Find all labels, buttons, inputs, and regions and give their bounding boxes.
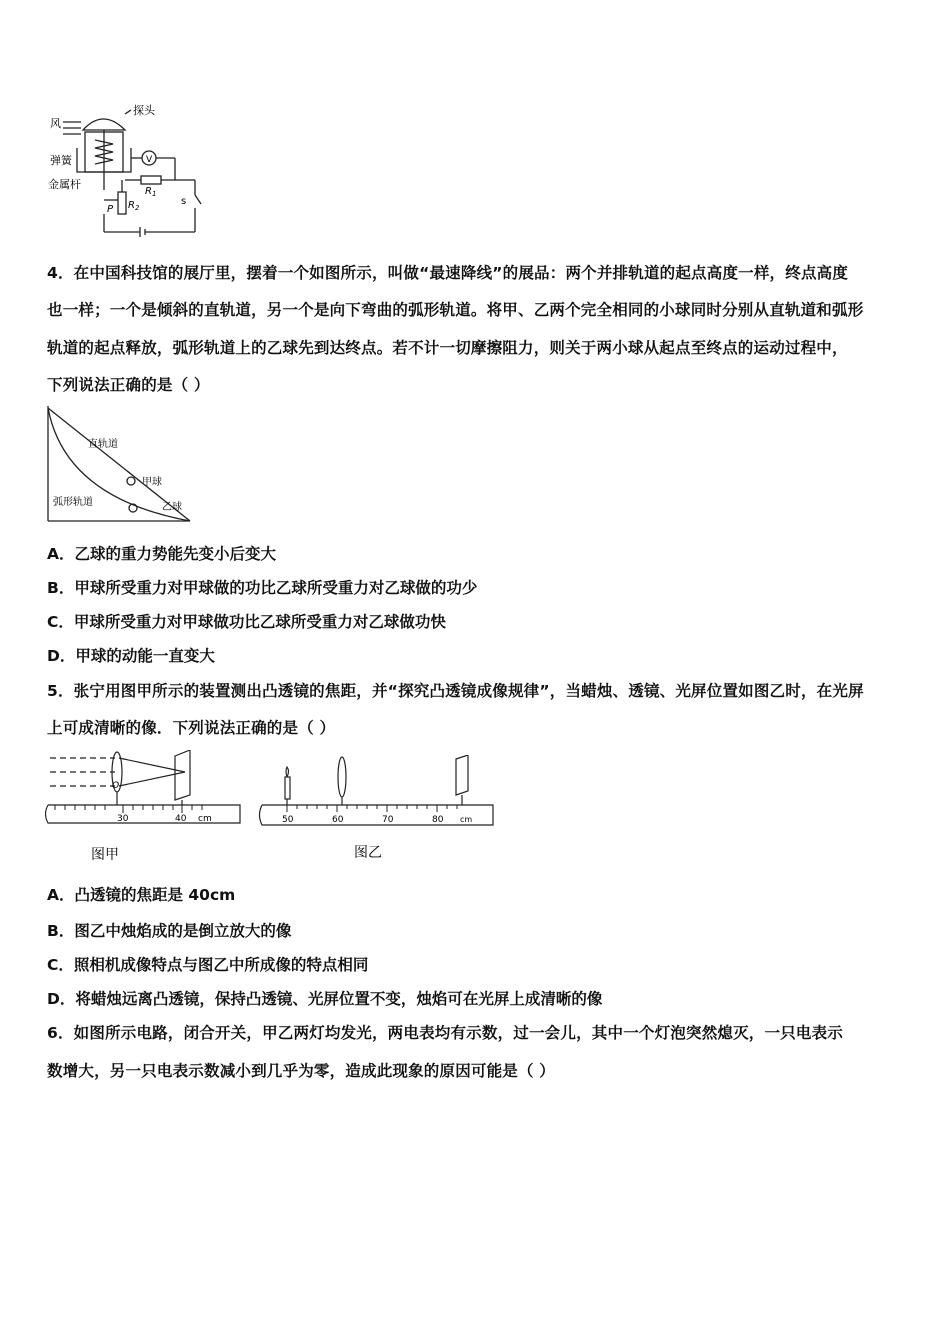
wind-meter-circuit-figure — [45, 100, 225, 245]
voltmeter-label: V — [146, 155, 153, 165]
straight-track-label: 直轨道 — [88, 439, 118, 450]
q4-option-c: C．甲球所受重力对甲球做功比乙球所受重力对乙球做功快 — [47, 613, 446, 631]
tick-40-label: 40 — [175, 814, 187, 824]
q4-line-2: 也一样；一个是倾斜的直轨道，另一个是向下弯曲的弧形轨道。将甲、乙两个完全相同的小球同时分别从直轨道和弧形 — [47, 301, 864, 319]
wind-label: 风 — [50, 117, 61, 130]
q4-option-d: D．甲球的动能一直变大 — [47, 647, 215, 665]
q5-option-b: B．图乙中烛焰成的是倒立放大的像 — [47, 922, 292, 940]
q4-option-a: A．乙球的重力势能先变小后变大 — [47, 545, 276, 563]
figure-b-caption: 图乙 — [354, 845, 382, 861]
ball-a-label: 甲球 — [142, 477, 162, 488]
brachistochrone-figure — [45, 403, 195, 525]
bench-tick-60: 60 — [332, 815, 344, 825]
switch-label: s — [181, 196, 187, 207]
p-label: P — [107, 204, 114, 215]
bench-tick-70: 70 — [382, 815, 394, 825]
figure-a-caption: 图甲 — [91, 847, 119, 863]
q5-line-1: 5．张宁用图甲所示的装置测出凸透镜的焦距，并“探究凸透镜成像规律”，当蜡烛、透镜、光屏位置如图乙时，在光屏 — [47, 682, 864, 700]
q4-line-4: 下列说法正确的是（ ） — [47, 376, 210, 394]
q5-option-c: C．照相机成像特点与图乙中所成像的特点相同 — [47, 956, 369, 974]
q4-line-3: 轨道的起点释放，弧形轨道上的乙球先到达终点。若不计一切摩擦阻力，则关于两小球从起点至终点的运动过程中， — [47, 339, 848, 357]
q5-option-a: A．凸透镜的焦距是 40cm — [47, 886, 236, 904]
probe-label: 探头 — [133, 104, 155, 117]
bench-unit-cm: cm — [460, 815, 473, 824]
ball-b-label: 乙球 — [162, 502, 182, 513]
bench-tick-50: 50 — [282, 815, 294, 825]
q5-option-d: D．将蜡烛远离凸透镜，保持凸透镜、光屏位置不变，烛焰可在光屏上成清晰的像 — [47, 990, 603, 1008]
tick-30-label: 30 — [117, 814, 129, 824]
q6-line-1: 6．如图所示电路，闭合开关，甲乙两灯均发光，两电表均有示数，过一会儿，其中一个灯泡突然熄灭，一只电表示 — [47, 1024, 843, 1042]
q4-option-b: B．甲球所受重力对甲球做的功比乙球所受重力对乙球做的功少 — [47, 579, 478, 597]
optical-center-label: O — [112, 781, 120, 791]
r2-label: $R_2$ — [128, 200, 140, 212]
r1-label: $R_1$ — [145, 186, 157, 198]
q5-line-2: 上可成清晰的像．下列说法正确的是（ ） — [47, 719, 336, 737]
q4-line-1: 4．在中国科技馆的展厅里，摆着一个如图所示，叫做“最速降线”的展品：两个并排轨道的起点高度一样，终点高度 — [47, 264, 849, 282]
lens-focal-figure — [45, 750, 245, 865]
rod-label: 金属杆 — [48, 178, 81, 191]
spring-label: 弹簧 — [50, 154, 72, 167]
q6-line-2: 数增大，另一只电表示数减小到几乎为零，造成此现象的原因可能是（ ） — [47, 1062, 555, 1080]
bench-tick-80: 80 — [432, 815, 444, 825]
optical-bench-figure — [258, 755, 498, 865]
unit-cm-label: cm — [198, 814, 212, 824]
arc-track-label: 弧形轨道 — [53, 497, 93, 508]
